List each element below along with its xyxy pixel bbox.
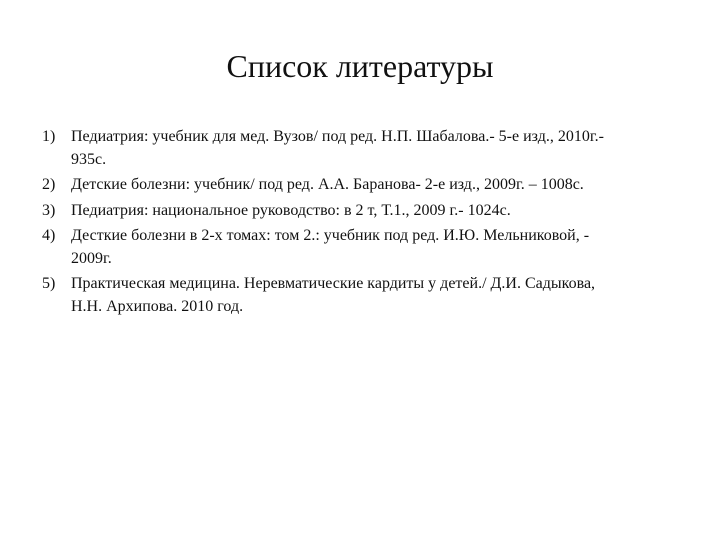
reference-item: [42, 126, 682, 171]
reference-line: Н.Н. Архипова. 2010 год.: [71, 297, 244, 315]
reference-item: [42, 200, 682, 223]
reference-number: 2): [42, 176, 56, 193]
slide-title: Список литературы: [226, 48, 494, 84]
reference-number: 3): [42, 201, 56, 219]
reference-text: [71, 174, 682, 197]
reference-line: Педиатрия: национальное руководство: в 2 т, Т.1., 2009 г.- 1024с.: [71, 201, 511, 219]
reference-number: 5): [42, 275, 56, 292]
reference-line: Детские болезни: учебник/ под ред. А.А. Баранова- 2-е изд., 2009г. – 1008с.: [71, 176, 584, 193]
reference-item: [42, 174, 682, 197]
reference-number: 1): [42, 128, 56, 145]
reference-line: Практическая медицина. Неревматические кардиты у детей./ Д.И. Садыкова,: [71, 275, 596, 292]
reference-list: [42, 126, 682, 321]
reference-line: 935с.: [71, 150, 107, 168]
reference-item: [42, 225, 682, 270]
reference-text: [71, 200, 682, 223]
reference-text: [71, 273, 682, 318]
reference-number: 4): [42, 227, 56, 244]
reference-text: [71, 225, 682, 270]
reference-line: Педиатрия: учебник для мед. Вузов/ под ред. Н.П. Шабалова.- 5-е изд., 2010г.-: [71, 128, 604, 145]
reference-line: Десткие болезни в 2-х томах: том 2.: учебник под ред. И.Ю. Мельниковой, -: [71, 227, 590, 244]
reference-text: [71, 126, 682, 171]
reference-item: [42, 273, 682, 318]
reference-line: 2009г.: [71, 249, 112, 267]
